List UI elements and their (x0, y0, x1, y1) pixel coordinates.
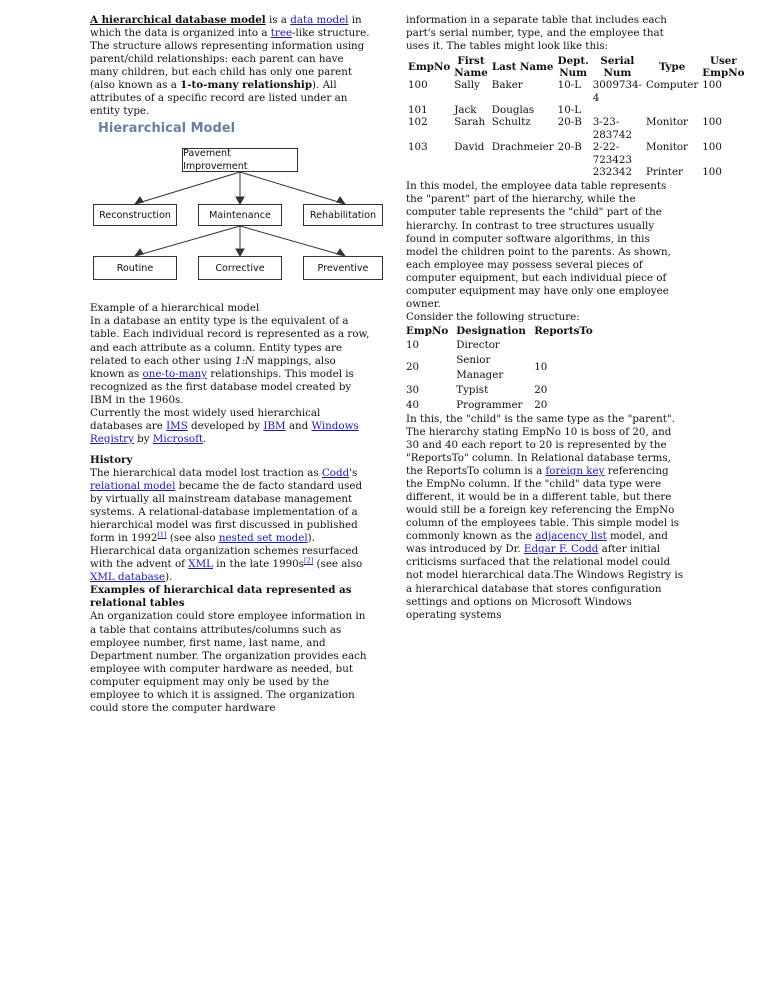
parts-table (406, 55, 746, 178)
cell (556, 166, 591, 178)
consider-text: Consider the following structure: (406, 310, 580, 323)
cell: 40 (406, 398, 420, 411)
parts-header-deptnum: Dept. Num (557, 55, 589, 80)
link-microsoft[interactable]: Microsoft (152, 432, 204, 445)
parts-header-userempno: User EmpNo (702, 55, 745, 80)
intro-text-4: ). All attributes of a specific record are listed under an entity type. (90, 79, 348, 118)
cell: Monitor (646, 116, 688, 129)
parts-header-serialnum: Serial Num (600, 55, 635, 80)
para3-text-4: by (133, 432, 153, 445)
parts-header-empno: EmpNo (408, 61, 451, 74)
para3-text-3: and (285, 419, 312, 432)
reference-2[interactable]: [2] (304, 556, 314, 565)
para3-text-1: Currently the most widely used hierarchical databases are (90, 406, 321, 432)
table-row (406, 141, 746, 166)
cell: Sally (454, 79, 480, 92)
model-paragraph: In this model, the employee data table represents the "parent" part of the hierarchy, while the computer table represents the "child" part of the hierarchy. In contrast to tree structures usually found in computer software algorithms, in this model the children point to the parents. As shown, each employee may possess several pieces of computer equipment, but each individual piece of computer equipment may have only one employee owner. (406, 180, 671, 310)
cell: 10-L (557, 103, 582, 116)
cell (591, 104, 644, 116)
history-text-5: ). Hierarchical data organization schemes resurfaced with the advent of (90, 532, 359, 571)
cell: 100 (702, 141, 722, 154)
paragraph-current-databases (90, 407, 373, 446)
history-text-3: became the de facto standard used by virtually all mainstream database management systems. A relational-database implementation of a hierarchical model was first discussed in published form in 1992 (90, 479, 363, 545)
reports-table (406, 324, 601, 413)
node-level2-corrective: Corrective (198, 256, 282, 280)
cell: Douglas (491, 103, 535, 116)
cell: David (454, 141, 485, 154)
cell: Monitor (646, 141, 688, 154)
link-windows-registry[interactable]: Windows Registry (90, 419, 359, 445)
cell: 103 (408, 141, 428, 154)
node-level2-preventive: Preventive (303, 256, 383, 280)
mapping-1n: 1:N (235, 354, 255, 367)
cell: 3-23-283742 (592, 116, 632, 141)
cell (406, 166, 452, 178)
table-row (406, 383, 601, 398)
cell: Programmer (456, 398, 523, 411)
cell: 20 (534, 383, 548, 396)
cell: 10 (406, 338, 420, 351)
cell: 20-B (557, 141, 582, 154)
history-text-8: ). (165, 571, 173, 584)
node-level1-maintenance: Maintenance (198, 204, 282, 226)
intro-paragraph (90, 14, 373, 118)
reports-table-header (406, 324, 601, 338)
final-text-4: after initial criticisms surfaced that the relational model could not model hierarchical data.The Windows Registry is a hierarchical database that stores configuration settings and options on Microsoft Windows operating systems (406, 543, 684, 621)
cell: Computer (646, 79, 699, 92)
parts-table-header (406, 55, 746, 79)
table-row (406, 104, 746, 116)
cell: 20-B (557, 116, 582, 129)
history-heading: History (90, 453, 133, 466)
cell: 30 (406, 383, 420, 396)
intro-text-1: is a (265, 14, 291, 26)
bold-relationship: 1-to-many relationship (180, 79, 313, 92)
table-row (406, 398, 601, 413)
node-level2-routine: Routine (93, 256, 177, 280)
cell: 232342 (592, 165, 632, 178)
rep-header-reportsto: ReportsTo (534, 324, 593, 337)
node-root: Pavement Improvement (182, 148, 298, 172)
link-data-model[interactable]: data model (290, 14, 349, 26)
table-row (406, 338, 601, 353)
link-ibm[interactable]: IBM (263, 419, 286, 432)
rep-header-designation: Designation (456, 324, 526, 337)
cell: 100 (702, 79, 722, 92)
node-level1-rehabilitation: Rehabilitation (303, 204, 383, 226)
cell: 20 (406, 361, 420, 374)
intro-term: A hierarchical database model (90, 14, 266, 26)
cell (644, 104, 700, 116)
link-foreign-key[interactable]: foreign key (545, 465, 605, 478)
hierarchical-model-figure (90, 121, 377, 300)
link-nested-set-model[interactable]: nested set model (218, 532, 308, 545)
cell: Sarah (454, 116, 486, 129)
history-text-2: 's (349, 466, 358, 479)
rep-header-empno: EmpNo (406, 324, 449, 337)
parts-header-firstname: First Name (454, 55, 488, 80)
para3-text-2: developed by (187, 419, 264, 432)
reference-1[interactable]: [1] (157, 530, 167, 539)
table-row (406, 166, 746, 178)
para2-text-3: relationships. This model is recognized as the first database model created by IBM in the 1960s. (90, 367, 354, 406)
history-text-7: (see also (313, 558, 363, 571)
cell: Typist (456, 383, 489, 396)
link-relational-model[interactable]: relational model (90, 479, 176, 492)
final-text-2: referencing the EmpNo column. If the "child" data type were different, it would be in a different table, but there would still be a foreign key referencing the EmpNo column of the employees table. This simple model is commonly known as the (406, 465, 680, 543)
examples-paragraph: An organization could store employee information in a table that contains attributes/columns such as employee number, first name, last name, and Department number. The organization provides each employee with computer hardware as needed, but computer equipment may only be used by the employee to which it is assigned. The organization could store the computer hardware (90, 610, 367, 714)
cell (452, 166, 490, 178)
link-tree[interactable]: tree (270, 27, 293, 40)
cell (700, 104, 746, 116)
final-text-3: model, and was introduced by Dr. (406, 530, 668, 556)
cell (534, 338, 601, 353)
table-row (406, 353, 601, 383)
para3-text-5: . (203, 432, 207, 445)
table-row (406, 116, 746, 141)
left-column (90, 14, 377, 715)
parts-header-type: Type (659, 61, 686, 74)
cell: Senior Manager (456, 353, 504, 381)
parts-header-lastname: Last Name (491, 61, 554, 74)
cell: Baker (491, 79, 523, 92)
cell: Printer (646, 165, 683, 178)
paragraph-entity-types (90, 315, 373, 406)
cell: Schultz (491, 116, 531, 129)
final-text-1: In this, the "child" is the same type as the "parent". The hierarchy stating EmpNo 10 is boss of 20, and 30 and 40 each report to 20 is represented by the "ReportsTo" column. In Relational database terms, the ReportsTo column is a (406, 412, 675, 478)
cell (490, 166, 556, 178)
cell: 2-22-723423 (592, 141, 632, 166)
link-xml-database[interactable]: XML database (90, 571, 166, 584)
link-xml[interactable]: XML (188, 558, 213, 571)
para2-text-1: In a database an entity type is the equivalent of a table. Each individual record is represented as a row, and each attribute as a column. Entity types are related to each other using (90, 315, 370, 367)
history-text-6: in the late 1990s (212, 558, 305, 571)
node-level1-reconstruction: Reconstruction (93, 204, 177, 226)
examples-heading: Examples of hierarchical data represented as relational tables (90, 584, 352, 610)
link-codd[interactable]: Codd (321, 466, 350, 479)
cell: 10 (534, 361, 548, 374)
history-text-4: (see also (166, 532, 219, 545)
intro-text-2: in which the data is organized into a (90, 14, 362, 40)
link-adjacency-list[interactable]: adjacency list (535, 530, 607, 543)
history-paragraph (90, 467, 373, 584)
right-column (406, 14, 745, 622)
table-row (406, 79, 746, 104)
final-paragraph (406, 413, 684, 622)
cell: 20 (534, 398, 548, 411)
figure-caption: Example of a hierarchical model (90, 302, 260, 315)
link-ims[interactable]: IMS (166, 419, 188, 432)
cell: 101 (408, 103, 428, 116)
para2-text-2: mappings, also known as (90, 354, 336, 380)
link-one-to-many[interactable]: one-to-many (142, 367, 208, 380)
cell: 102 (408, 116, 428, 129)
cell: 100 (408, 79, 428, 92)
continuation-paragraph: information in a separate table that includes each part's serial number, type, and the employee that uses it. The tables might look like this: (406, 14, 667, 53)
cell: 10-L (557, 79, 582, 92)
cell: 100 (702, 116, 722, 129)
cell: 100 (702, 165, 722, 178)
cell: 3009734-4 (592, 79, 643, 104)
cell: Drachmeier (491, 141, 554, 154)
history-text-1: The hierarchical data model lost traction as (90, 466, 322, 479)
figure-title: Hierarchical Model (98, 121, 236, 137)
link-edgar-codd[interactable]: Edgar F. Codd (523, 543, 599, 556)
intro-text-3: -like structure. The structure allows representing information using parent/child relationships: each parent can have many children, but each child has only one parent (also known as a (90, 27, 370, 92)
cell: Jack (454, 103, 477, 116)
cell: Director (456, 338, 500, 351)
